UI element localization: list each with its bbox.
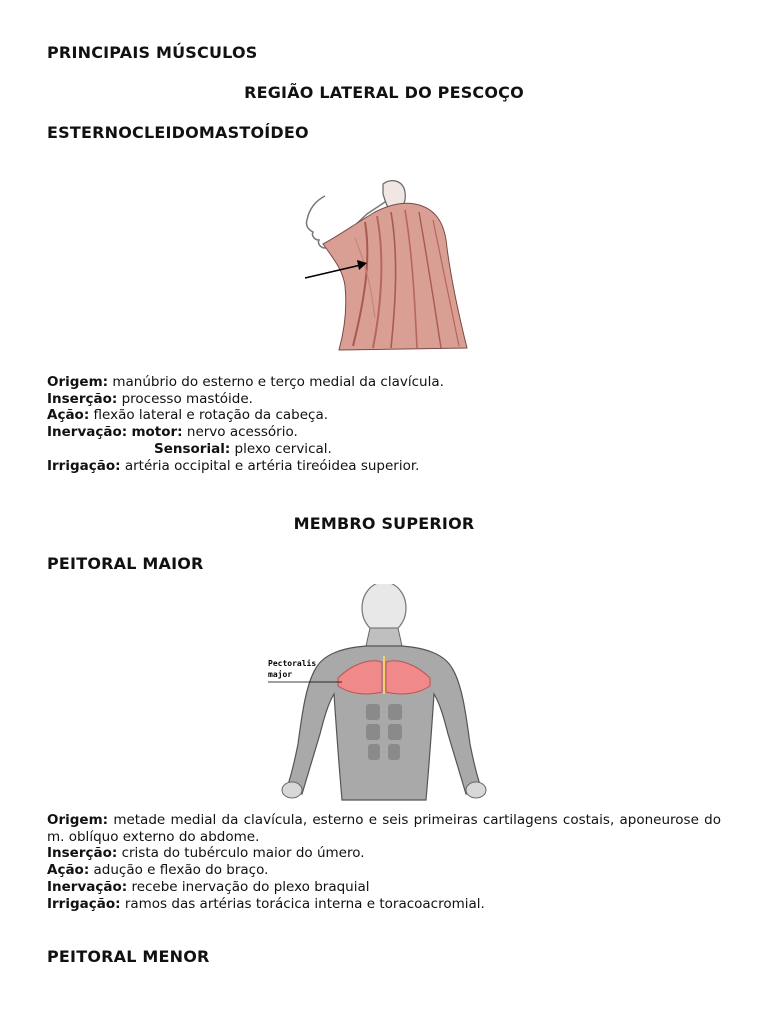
scm-inervacao-sensorial: Sensorial: plexo cervical.: [154, 440, 332, 457]
sternocleidomastoid-illustration: [295, 178, 473, 354]
pm-irrigacao: Irrigação: ramos das artérias torácica interna e toracoacromial.: [47, 895, 485, 912]
pm-acao: Ação: adução e flexão do braço.: [47, 862, 269, 879]
pectoralis-major-details: [47, 812, 721, 912]
pm-inervacao: Inervação: recebe inervação do plexo braquial: [47, 878, 370, 895]
scm-irrigacao: Irrigação: artéria occipital e artéria tireóidea superior.: [47, 457, 420, 474]
pectoralis-major-illustration: [262, 584, 498, 802]
muscle-title-scm: ESTERNOCLEIDOMASTOÍDEO: [47, 123, 309, 142]
scm-details: [47, 374, 721, 474]
scm-inervacao-motor: Inervação: motor: nervo acessório.: [47, 424, 298, 441]
figure-label-line2: major: [268, 670, 293, 679]
figure-label-line1: Pectoralis: [268, 659, 317, 668]
scm-origem: Origem: manúbrio do esterno e terço medial da clavícula.: [47, 374, 444, 390]
muscle-title-pectoralis-major: PEITORAL MAIOR: [47, 554, 204, 573]
pm-insercao: Inserção: crista do tubérculo maior do úmero.: [47, 845, 365, 862]
scm-insercao: Inserção: processo mastóide.: [47, 390, 253, 407]
section-title-neck: REGIÃO LATERAL DO PESCOÇO: [244, 83, 524, 102]
pm-origem: Origem: metade medial da clavícula, esterno e seis primeiras cartilagens costais, aponeurose do m. oblíquo externo do abdome.: [47, 812, 721, 845]
scm-acao: Ação: flexão lateral e rotação da cabeça.: [47, 407, 329, 424]
main-title: PRINCIPAIS MÚSCULOS: [47, 43, 258, 62]
section-title-upper-limb: MEMBRO SUPERIOR: [293, 514, 475, 533]
muscle-title-pectoralis-minor: PEITORAL MENOR: [47, 947, 210, 966]
